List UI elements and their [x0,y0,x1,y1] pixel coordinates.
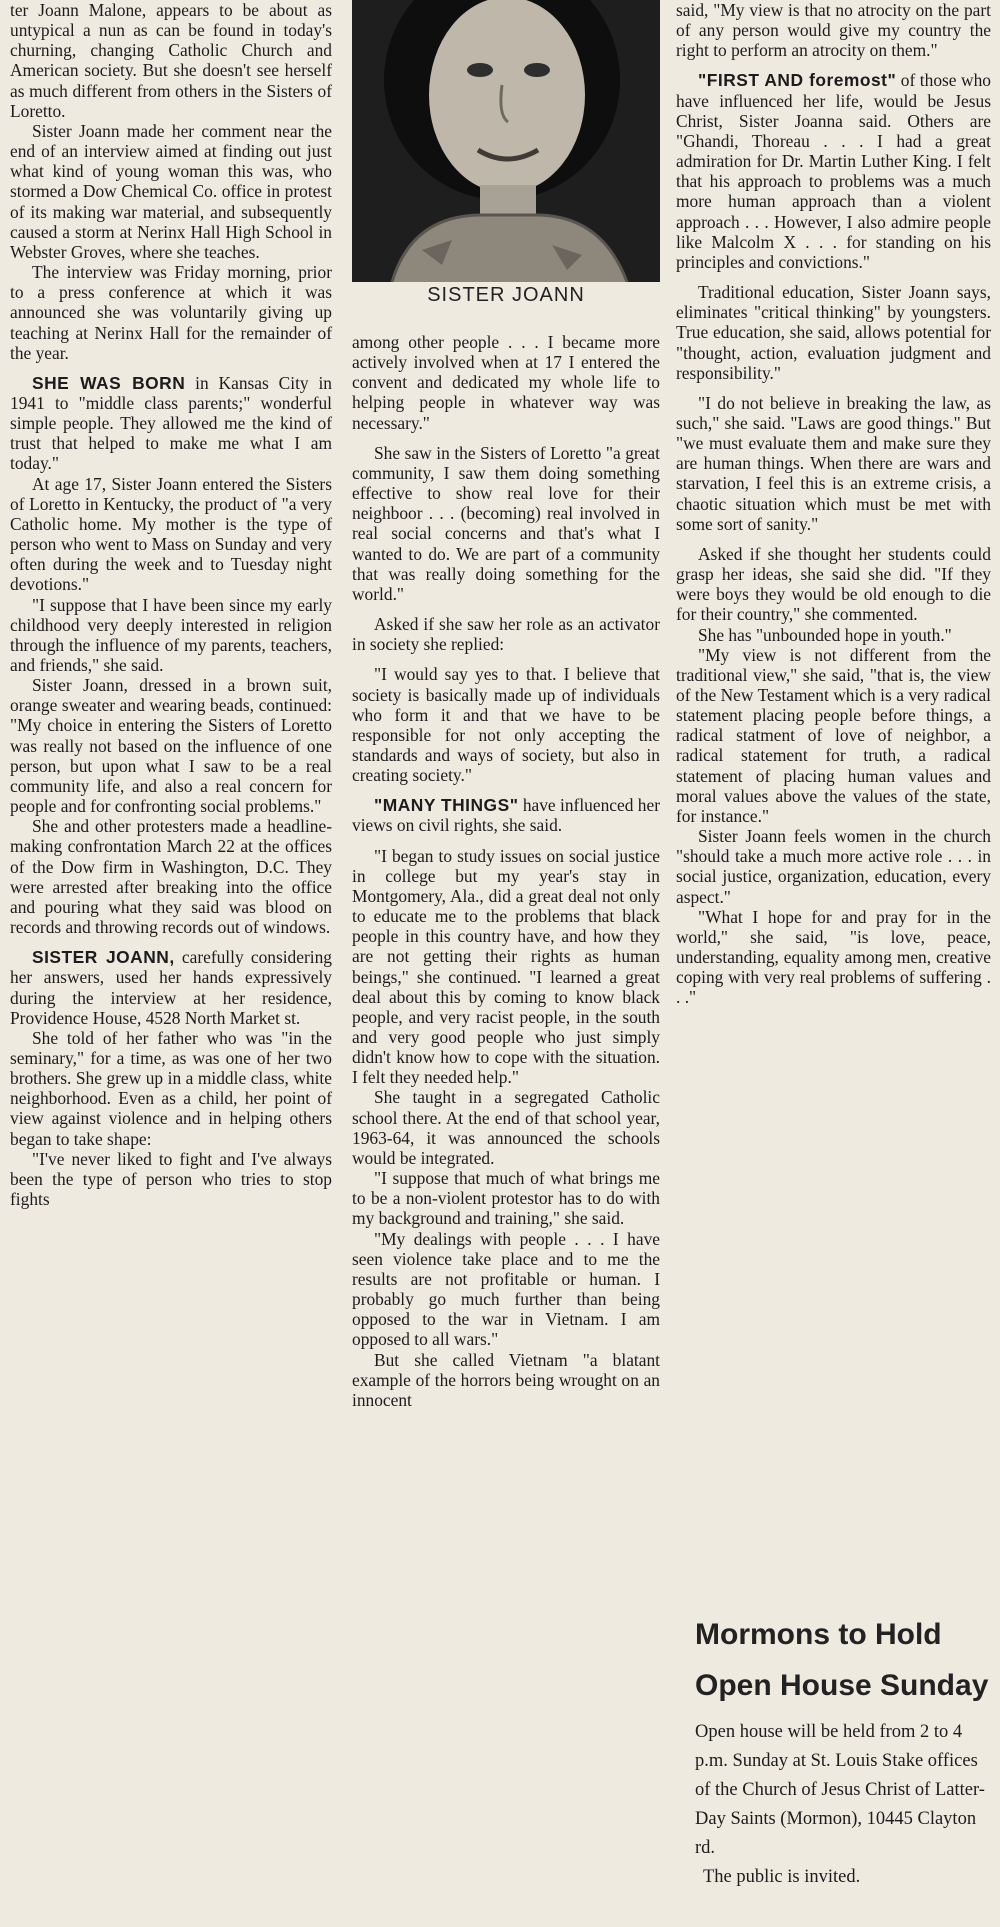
article-paragraph: Asked if she thought her students could grasp her ideas, she said she did. "If they were boys they would be old enough to die for their country," she commented. [676,543,991,625]
sidebar-notice [695,1718,990,1892]
sidebar-headline-line-1: Mormons to Hold [695,1618,942,1651]
sidebar-closing: The public is invited. [703,1867,861,1887]
article-paragraph: At age 17, Sister Joann entered the Sisters of Loretto in Kentucky, the product of "a very Catholic home. My mother is the type of person who went to Mass on Sunday and very often during the week and to Tuesday night devotions." [10,473,332,595]
article-paragraph [10,947,332,1028]
article-paragraph: "What I hope for and pray for in the world," she said, "is love, peace, understanding, equality among men, creative coping with very real problems of suffering . . ." [676,906,991,1008]
photo-caption: SISTER JOANN [427,284,585,306]
subhead-lead: "MANY THINGS" [374,795,519,816]
article-paragraph: She saw in the Sisters of Loretto "a great community, I saw them doing something effective to show real love for their neighboor . . . (becoming) real involved in real social concerns and that's what I wanted to do. We are part of a community that was really doing something for the world." [352,442,660,604]
article-paragraph [676,70,991,272]
sidebar-headline-line-2: Open House Sunday [695,1669,989,1702]
paragraph-text: in Kansas City in 1941 to "middle class parents;" wonderful simple people. They allowed me the kind of trust that helped to make me what I am today." [10,372,332,474]
article-column-1 [10,0,332,1209]
article-paragraph: among other people . . . I became more actively involved when at 17 I entered the convent and dedicated my whole life to helping people in whatever way was necessary." [352,332,660,433]
article-paragraph: "I do not believe in breaking the law, as such," she said. "Laws are good things." But "we must evaluate them and make sure they are human things. When there are wars and starvation, I feel this is an extreme crisis, a chaotic situation which must be met with some sort of sanity." [676,392,991,534]
article-paragraph: "I began to study issues on social justice in college but my year's stay in Montgomery, Ala., did a great deal not only to educate me to the problems that black people in this country have, and how they are not getting their rights as human beings," she continued. "I learned a great deal about this by coming to know black people, and very racist people, in the south and very good people who just simply didn't know how to cope with the situation. I felt they needed help." [352,845,660,1088]
article-paragraph: "My view is not different from the traditional view," she said, "that is, the view of the New Testament which is a very radical statement placing people before things, a radical statment of love of neighbor, a radical statement for truth, a radical statement of placing human values and moral values above the values of the state, for instance." [676,644,991,826]
paragraph-text: have influenced her views on civil rights, she said. [352,795,660,836]
article-paragraph [10,373,332,474]
paragraph-text: of those who have influenced her life, would be Jesus Christ, Sister Joanna said. Others are "Ghandi, Thoreau . . . I had a great admiration for Dr. Martin Luther King. I felt that his approach to problems was a much more human approach than a violent approach . . . However, I also admire people like Malcolm X . . . for standing on his principles and convictions." [676,70,991,272]
paragraph-text: carefully considering her answers, used her hands expressively during the interview at her residence, Providence House, 4528 North Market st. [10,947,332,1028]
article-column-2 [352,332,660,1410]
article-paragraph: "I've never liked to fight and I've always been the type of person who tries to stop fights [10,1148,332,1210]
portrait-photo [352,0,660,282]
article-paragraph: "My dealings with people . . . I have seen violence take place and to me the results are not profitable or human. I probably go much further than being opposed to the war in Vietnam. I am opposed to all wars." [352,1228,660,1350]
article-paragraph: She and other protesters made a headline-making confrontation March 22 at the offices of the Dow firm in Washington, D.C. They were arrested after breaking into the office and pouring what they said was blood on records and throwing records out of windows. [10,816,332,938]
article-paragraph: Traditional education, Sister Joann says, eliminates "critical thinking" by youngsters. True education, she said, allows potential for "thought, action, evaluation judgment and responsibility." [676,282,991,383]
article-paragraph: ter Joann Malone, appears to be about as untypical a nun as can be found in today's churning, changing Catholic Church and American society. But she doesn't see herself as much different from others in the Sisters of Loretto. [10,0,332,121]
subhead-lead: "FIRST AND foremost" [698,70,897,91]
article-paragraph: She told of her father who was "in the seminary," for a time, as was one of her two brothers. She grew up in a middle class, white neighborhood. Even as a child, her point of view against violence and in helping others began to take shape: [10,1027,332,1149]
article-paragraph: said, "My view is that no atrocity on the part of any person would give my country the right to perform an atrocity on them." [676,0,991,61]
article-paragraph: Sister Joann made her comment near the end of an interview aimed at finding out just what kind of young woman this was, who stormed a Dow Chemical Co. office in protest of its making war material, and subsequently caused a storm at Nerinx Hall High School in Webster Groves, where she teaches. [10,120,332,262]
subhead-lead: SISTER JOANN, [32,947,175,968]
article-paragraph: Sister Joann, dressed in a brown suit, orange sweater and wearing beads, continued: "My choice in entering the Sisters of Loretto was really not based on the influence of one person, but upon what I saw to be a real community life, and also a real concern for people and for confronting social problems." [10,675,332,817]
article-paragraph: Asked if she saw her role as an activator in society she replied: [352,614,660,655]
article-paragraph: Sister Joann feels women in the church "should take a much more active role . . . in social justice, organization, education, every aspect." [676,826,991,907]
article-paragraph: "I suppose that much of what brings me to be a non-violent protestor has to do with my background and training," she said. [352,1168,660,1229]
article-paragraph [352,795,660,835]
article-paragraph: But she called Vietnam "a blatant example of the horrors being wrought on an innocent [352,1349,660,1410]
portrait-image [352,0,660,282]
sidebar-body: Open house will be held from 2 to 4 p.m. Sunday at St. Louis Stake offices of the Church of Jesus Christ of Latter-Day Saints (Mormon), 10445 Clayton rd. [695,1722,985,1858]
article-paragraph: The interview was Friday morning, prior to a press conference at which it was announced she was voluntarily giving up teaching at Nerinx Hall for the remainder of the year. [10,262,332,363]
article-column-3 [676,0,991,1008]
article-paragraph: She taught in a segregated Catholic school there. At the end of that school year, 1963-64, it was announced the schools would be integrated. [352,1087,660,1168]
article-paragraph: "I suppose that I have been since my early childhood very deeply interested in religion through the influence of my parents, teachers, and friends," she said. [10,594,332,675]
article-paragraph: "I would say yes to that. I believe that society is basically made up of individuals who form it and that we have to be responsible for not only accepting the standards and ways of society, but also in creating society." [352,664,660,786]
subhead-lead: SHE WAS BORN [32,372,186,393]
article-paragraph: She has "unbounded hope in youth." [698,624,952,645]
